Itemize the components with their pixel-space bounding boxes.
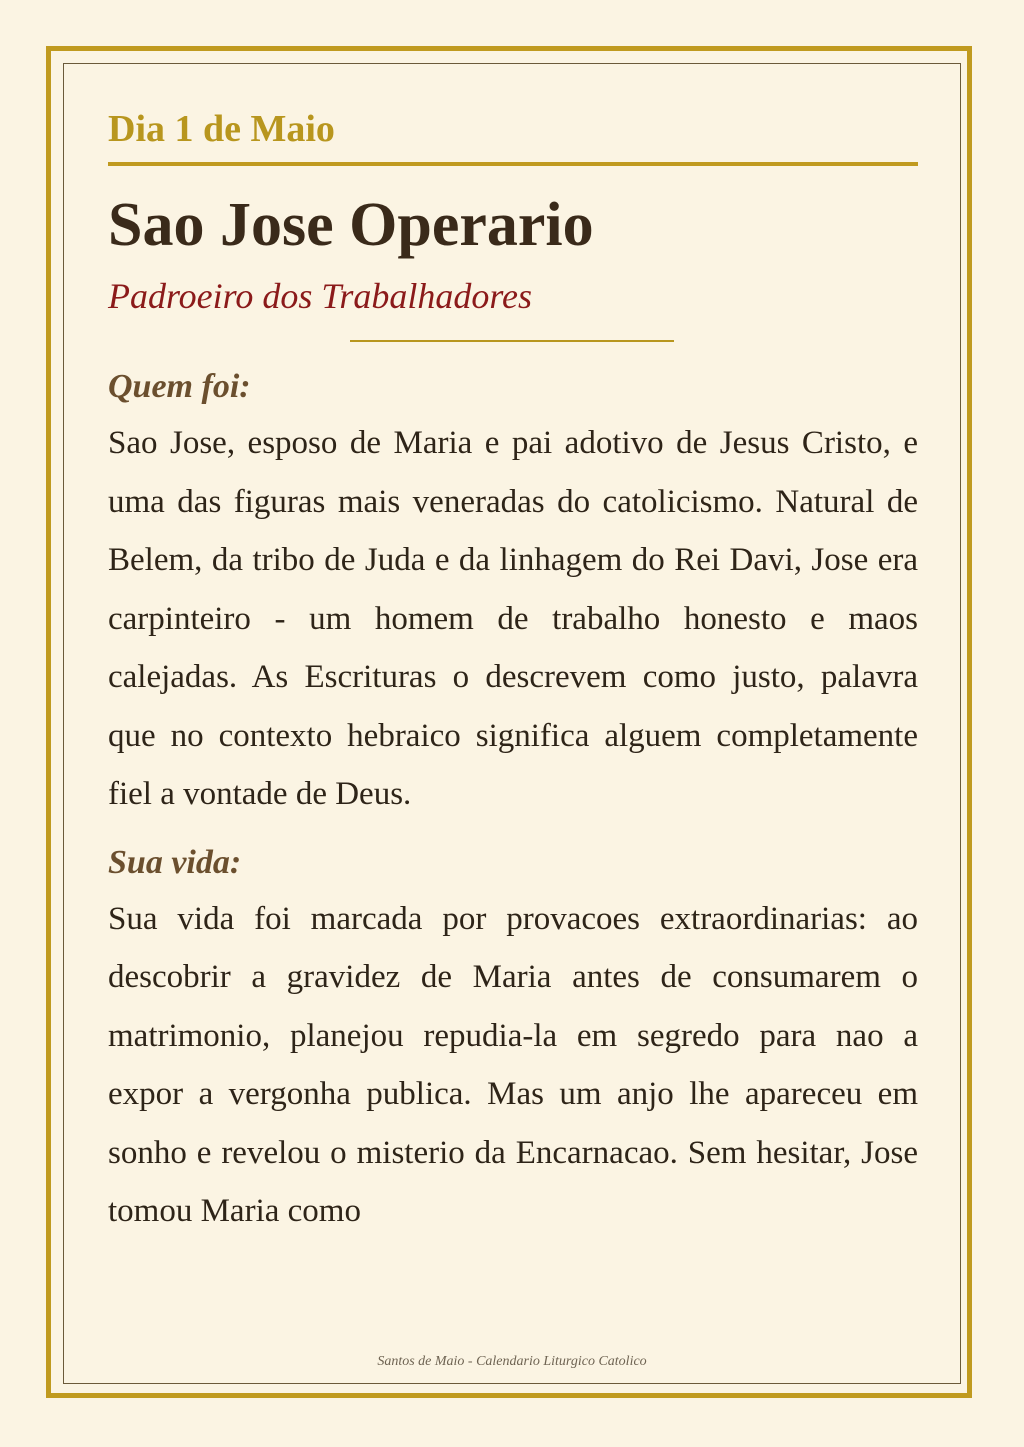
section-title: Quem foi:	[108, 368, 251, 405]
section-body: Sao Jose, esposo de Maria e pai adotivo de Jesus Cristo, e uma das figuras mais veneradas do catolicismo. Natural de Belem, da tribo de Juda e da linhagem do Rei Davi, Jose era carpinteiro - um homem de trabalho honesto e maos calejadas. As Escrituras o descrevem como justo, palavra que no contexto hebraico significa alguem completamente fiel a vontade de Deus.	[108, 425, 918, 812]
saint-subtitle: Padroeiro dos Trabalhadores	[108, 276, 533, 316]
section-title: Sua vida:	[108, 843, 242, 881]
section-body: Sua vida foi marcada por provacoes extraordinarias: ao descobrir a gravidez de Maria antes de consumarem o matrimonio, planejou repudia-la em segredo para nao a expor a vergonha publica. Mas um anjo lhe apareceu em sonho e revelou o misterio da Encarnacao. Sem hesitar, Jose tomou Maria como	[108, 900, 918, 1229]
section-quem-foi	[108, 370, 918, 824]
page-content	[108, 110, 918, 1241]
subtitle-divider	[350, 340, 674, 342]
date-divider	[108, 162, 918, 166]
saint-name: Sao Jose Operario	[108, 191, 594, 259]
section-sua-vida	[108, 843, 918, 1241]
date-heading: Dia 1 de Maio	[108, 108, 335, 150]
page-footer: Santos de Maio - Calendario Liturgico Catolico	[377, 1354, 647, 1369]
